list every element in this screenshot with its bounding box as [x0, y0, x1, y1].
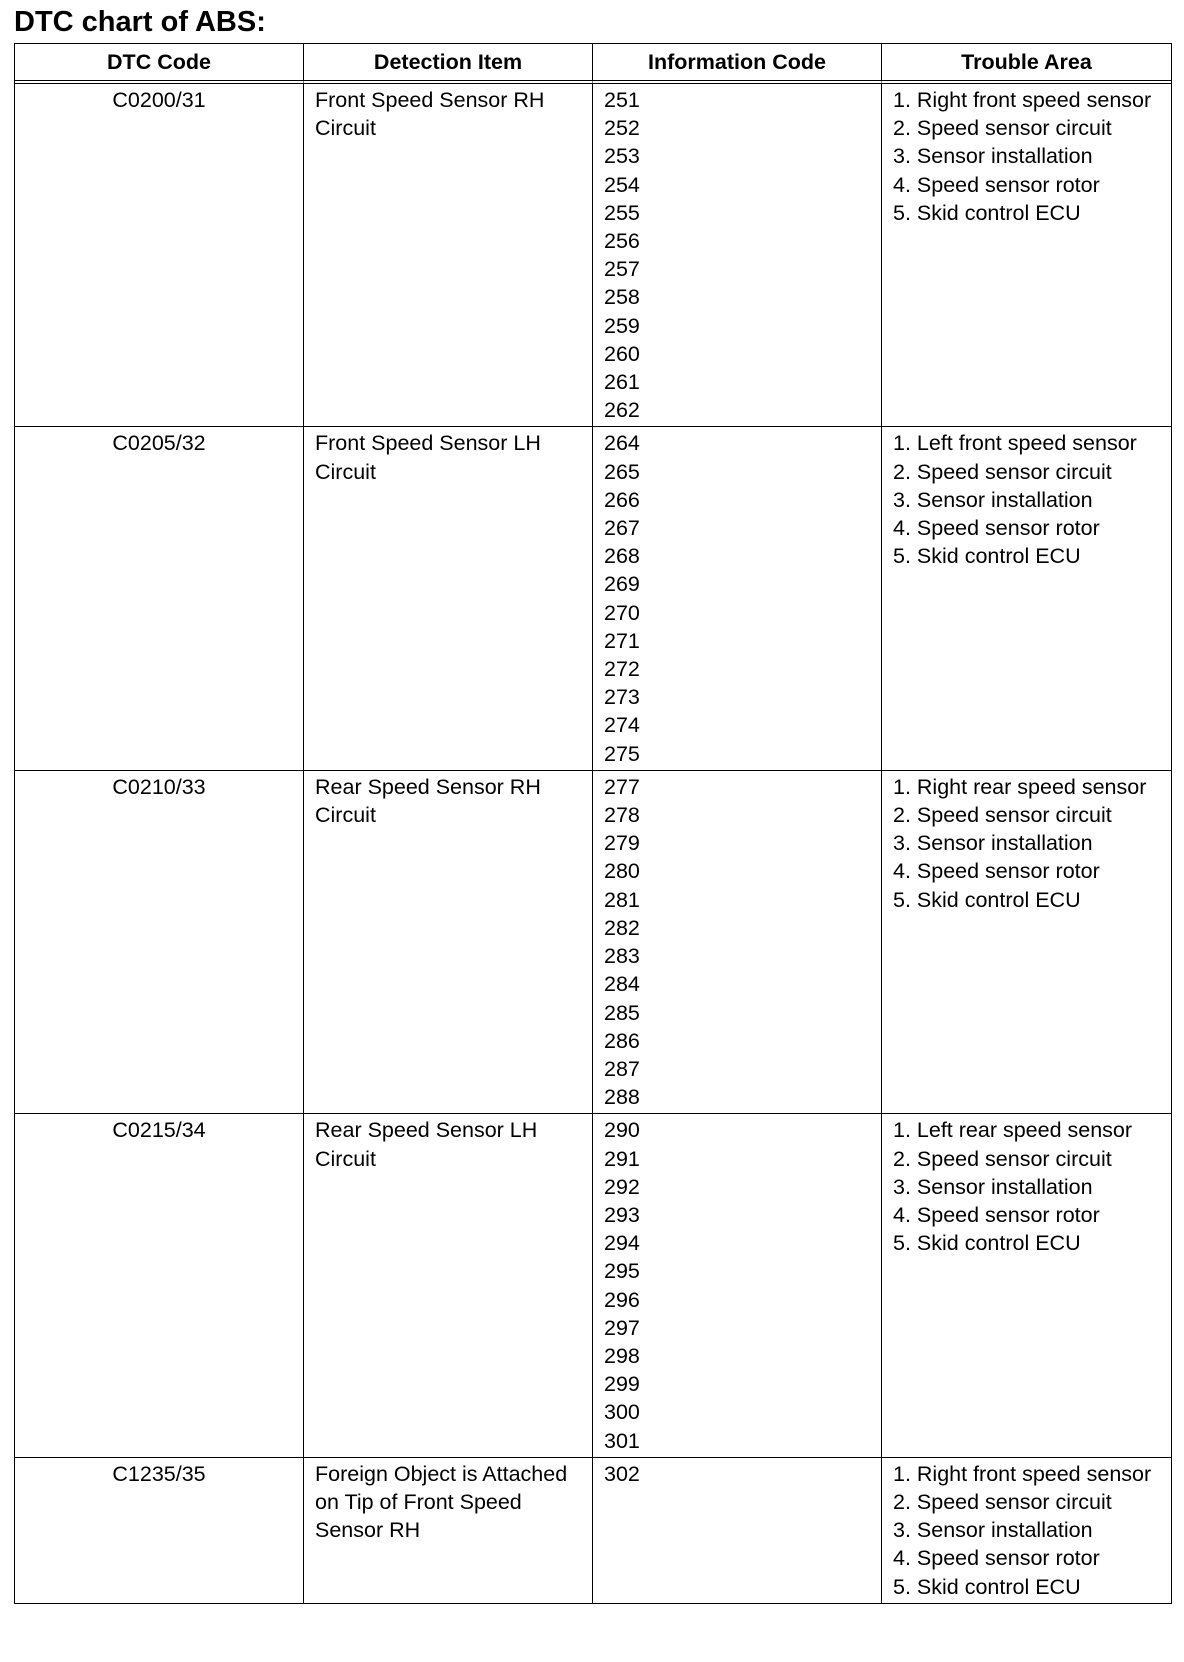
detection-item-cell: Foreign Object is Attached on Tip of Front Speed Sensor RH — [304, 1458, 593, 1603]
trouble-area-item: 3. Sensor installation — [893, 487, 1093, 512]
information-code: 279 — [604, 831, 640, 856]
information-code: 292 — [604, 1174, 640, 1199]
information-code: 284 — [604, 972, 640, 997]
trouble-area-cell — [882, 84, 1171, 427]
trouble-area-item: 1. Right rear speed sensor — [893, 774, 1147, 799]
trouble-area-cell — [882, 771, 1171, 1114]
detection-item-cell: Rear Speed Sensor RH Circuit — [304, 771, 593, 1114]
information-code: 269 — [604, 572, 640, 597]
trouble-area-item: 4. Speed sensor rotor — [893, 516, 1100, 541]
information-code: 261 — [604, 370, 640, 395]
information-code: 294 — [604, 1231, 640, 1256]
table-row — [15, 1458, 1171, 1603]
header-row — [15, 44, 1171, 84]
trouble-area-item: 4. Speed sensor rotor — [893, 1546, 1100, 1571]
information-code: 290 — [604, 1118, 640, 1143]
page-title: DTC chart of ABS: — [14, 6, 266, 38]
information-code: 264 — [604, 431, 640, 456]
column-header-detection-item: Detection Item — [304, 44, 593, 84]
dtc-code-cell: C1235/35 — [15, 1458, 304, 1603]
information-code: 271 — [604, 628, 640, 653]
information-code: 277 — [604, 774, 640, 799]
information-code: 257 — [604, 257, 640, 282]
information-code: 262 — [604, 398, 640, 423]
information-code: 273 — [604, 685, 640, 710]
information-code: 302 — [604, 1461, 640, 1486]
trouble-area-item: 2. Speed sensor circuit — [893, 1489, 1112, 1514]
information-code: 281 — [604, 887, 640, 912]
information-code: 286 — [604, 1028, 640, 1053]
detection-item-cell: Front Speed Sensor LH Circuit — [304, 427, 593, 770]
trouble-area-item: 2. Speed sensor circuit — [893, 459, 1112, 484]
trouble-area-item: 1. Left front speed sensor — [893, 431, 1137, 456]
trouble-area-item: 4. Speed sensor rotor — [893, 859, 1100, 884]
information-code: 298 — [604, 1343, 640, 1368]
trouble-area-item: 5. Skid control ECU — [893, 887, 1081, 912]
information-code: 301 — [604, 1428, 640, 1453]
information-code: 287 — [604, 1056, 640, 1081]
information-code: 253 — [604, 144, 640, 169]
information-code-cell — [593, 84, 882, 427]
trouble-area-item: 1. Right front speed sensor — [893, 1461, 1152, 1486]
trouble-area-item: 1. Right front speed sensor — [893, 88, 1152, 112]
information-code: 252 — [604, 116, 640, 141]
trouble-area-item: 5. Skid control ECU — [893, 1231, 1081, 1256]
information-code: 265 — [604, 459, 640, 484]
column-header-information-code: Information Code — [593, 44, 882, 84]
column-header-dtc-code: DTC Code — [15, 44, 304, 84]
information-code: 285 — [604, 1000, 640, 1025]
table-row — [15, 427, 1171, 770]
information-code: 278 — [604, 803, 640, 828]
trouble-area-item: 2. Speed sensor circuit — [893, 116, 1112, 141]
trouble-area-cell — [882, 427, 1171, 770]
table-row — [15, 771, 1171, 1114]
trouble-area-item: 3. Sensor installation — [893, 1518, 1093, 1543]
table-row — [15, 1114, 1171, 1457]
information-code: 270 — [604, 600, 640, 625]
trouble-area-item: 3. Sensor installation — [893, 831, 1093, 856]
dtc-code-cell: C0215/34 — [15, 1114, 304, 1457]
information-code: 293 — [604, 1202, 640, 1227]
information-code: 267 — [604, 516, 640, 541]
trouble-area-item: 2. Speed sensor circuit — [893, 1146, 1112, 1171]
table-row — [15, 84, 1171, 427]
dtc-code-cell: C0205/32 — [15, 427, 304, 770]
information-code: 260 — [604, 341, 640, 366]
information-code: 275 — [604, 741, 640, 766]
information-code: 255 — [604, 200, 640, 225]
trouble-area-cell — [882, 1458, 1171, 1603]
information-code: 297 — [604, 1315, 640, 1340]
information-code: 299 — [604, 1372, 640, 1397]
table-body — [15, 84, 1171, 1603]
information-code: 268 — [604, 544, 640, 569]
information-code-cell — [593, 1458, 882, 1603]
table-header — [15, 44, 1171, 84]
trouble-area-item: 2. Speed sensor circuit — [893, 803, 1112, 828]
trouble-area-item: 5. Skid control ECU — [893, 1574, 1081, 1599]
detection-item-cell: Rear Speed Sensor LH Circuit — [304, 1114, 593, 1457]
information-code: 288 — [604, 1085, 640, 1110]
information-code: 259 — [604, 313, 640, 338]
information-code: 258 — [604, 285, 640, 310]
information-code: 251 — [604, 88, 640, 112]
column-header-trouble-area: Trouble Area — [882, 44, 1171, 84]
detection-item-cell: Front Speed Sensor RH Circuit — [304, 84, 593, 427]
information-code-cell — [593, 1114, 882, 1457]
trouble-area-item: 4. Speed sensor rotor — [893, 172, 1100, 197]
information-code-cell — [593, 427, 882, 770]
dtc-code-cell: C0210/33 — [15, 771, 304, 1114]
information-code: 254 — [604, 172, 640, 197]
information-code: 296 — [604, 1287, 640, 1312]
information-code: 256 — [604, 229, 640, 254]
trouble-area-item: 5. Skid control ECU — [893, 200, 1081, 225]
trouble-area-item: 4. Speed sensor rotor — [893, 1202, 1100, 1227]
trouble-area-item: 3. Sensor installation — [893, 1174, 1093, 1199]
trouble-area-cell — [882, 1114, 1171, 1457]
information-code: 295 — [604, 1259, 640, 1284]
dtc-code-cell: C0200/31 — [15, 84, 304, 427]
information-code-cell — [593, 771, 882, 1114]
information-code: 300 — [604, 1400, 640, 1425]
trouble-area-item: 5. Skid control ECU — [893, 544, 1081, 569]
information-code: 282 — [604, 915, 640, 940]
information-code: 266 — [604, 487, 640, 512]
information-code: 274 — [604, 713, 640, 738]
trouble-area-item: 3. Sensor installation — [893, 144, 1093, 169]
trouble-area-item: 1. Left rear speed sensor — [893, 1118, 1133, 1143]
dtc-table — [14, 43, 1172, 1604]
information-code: 283 — [604, 944, 640, 969]
information-code: 280 — [604, 859, 640, 884]
information-code: 272 — [604, 657, 640, 682]
information-code: 291 — [604, 1146, 640, 1171]
